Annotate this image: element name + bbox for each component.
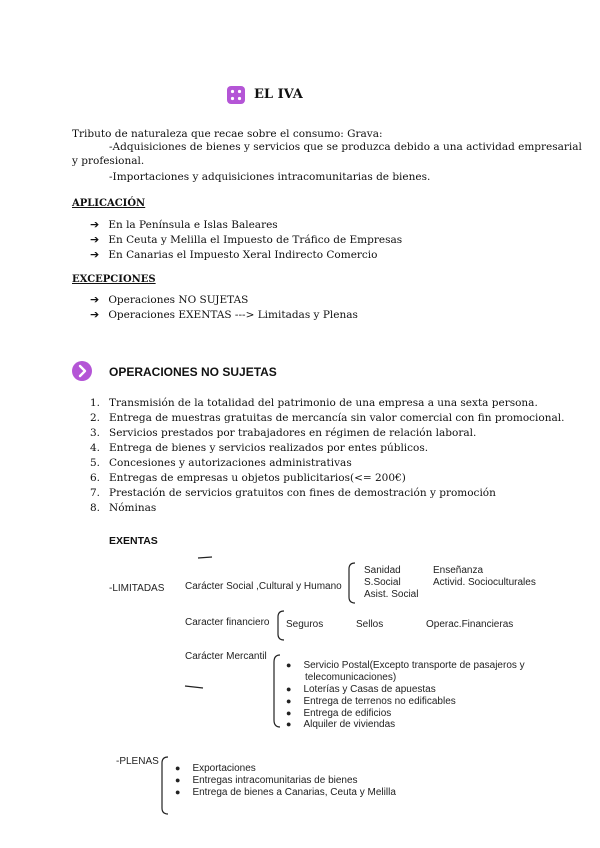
mercantil-item-cont: telecomunicaciones) [305,672,397,683]
social-item: Enseñanza [433,565,484,576]
plenas-label: -PLENAS [116,756,159,767]
mercantil-item: ● Entrega de edificios [286,708,392,719]
arrow-icon: ➔ [90,248,100,261]
aplicacion-heading: APLICACIÓN [72,198,146,209]
arrow-icon: ➔ [90,233,100,246]
social-item: Activid. Socioculturales [433,577,536,588]
excepciones-item: ➔ Operaciones NO SUJETAS [90,293,249,306]
social-label: Carácter Social ,Cultural y Humano [185,581,342,592]
financiero-item: Operac.Financieras [426,619,514,630]
intro-line-2: -Adquisiciones de bienes y servicios que se produzca debido a una actividad empresarial [109,141,582,153]
list-item: 2. Entrega de muestras gratuitas de mercancía sin valor comercial con fin promocional. [90,412,565,424]
social-item: S.Social [364,577,401,588]
list-item: 5. Concesiones y autorizaciones administrativas [90,457,352,469]
exentas-heading: EXENTAS [109,535,158,547]
arrow-icon: ➔ [90,218,100,231]
plenas-item: ● Entregas intracomunitarias de bienes [175,775,358,786]
intro-line-1: Tributo de naturaleza que recae sobre el consumo: Grava: [72,128,383,140]
page-title: EL IVA [254,87,303,102]
arrow-icon: ➔ [90,308,100,321]
financiero-label: Caracter financiero [185,617,270,628]
aplicacion-item: ➔ En Ceuta y Melilla el Impuesto de Tráfico de Empresas [90,233,403,246]
social-item: Sanidad [364,565,401,576]
list-item: 1. Transmisión de la totalidad del patrimonio de una empresa a una sexta persona. [90,397,538,409]
aplicacion-item: ➔ En Canarias el Impuesto Xeral Indirecto Comercio [90,248,378,261]
list-item: 8. Nóminas [90,502,157,514]
excepciones-item: ➔ Operaciones EXENTAS ---> Limitadas y Plenas [90,308,358,321]
plenas-item: ● Exportaciones [175,763,256,774]
mercantil-item: ● Alquiler de viviendas [286,719,396,730]
limitadas-label: -LIMITADAS [109,583,165,594]
mercantil-label: Carácter Mercantil [185,651,267,662]
excepciones-heading: EXCEPCIONES [72,274,156,285]
list-item: 4. Entrega de bienes y servicios realizados por entes públicos. [90,442,429,454]
financiero-item: Sellos [356,619,384,630]
no-sujetas-heading: OPERACIONES NO SUJETAS [109,365,277,379]
list-item: 7. Prestación de servicios gratuitos con fines de demostración y promoción [90,487,496,499]
mercantil-item: ● Entrega de terrenos no edificables [286,696,456,707]
intro-line-4: -Importaciones y adquisiciones intracomunitarias de bienes. [109,171,431,183]
social-item: Asist. Social [364,589,419,600]
mercantil-item: ● Loterías y Casas de apuestas [286,684,436,695]
plenas-item: ● Entrega de bienes a Canarias, Ceuta y Melilla [175,787,396,798]
list-item: 6. Entregas de empresas u objetos publicitarios(<= 200€) [90,472,406,484]
intro-line-3: y profesional. [72,155,145,167]
aplicacion-item: ➔ En la Península e Islas Baleares [90,218,278,231]
mercantil-item: ● Servicio Postal(Excepto transporte de pasajeros y [286,660,525,671]
arrow-icon: ➔ [90,293,100,306]
list-item: 3. Servicios prestados por trabajadores en régimen de relación laboral. [90,427,477,439]
financiero-item: Seguros [286,619,324,630]
